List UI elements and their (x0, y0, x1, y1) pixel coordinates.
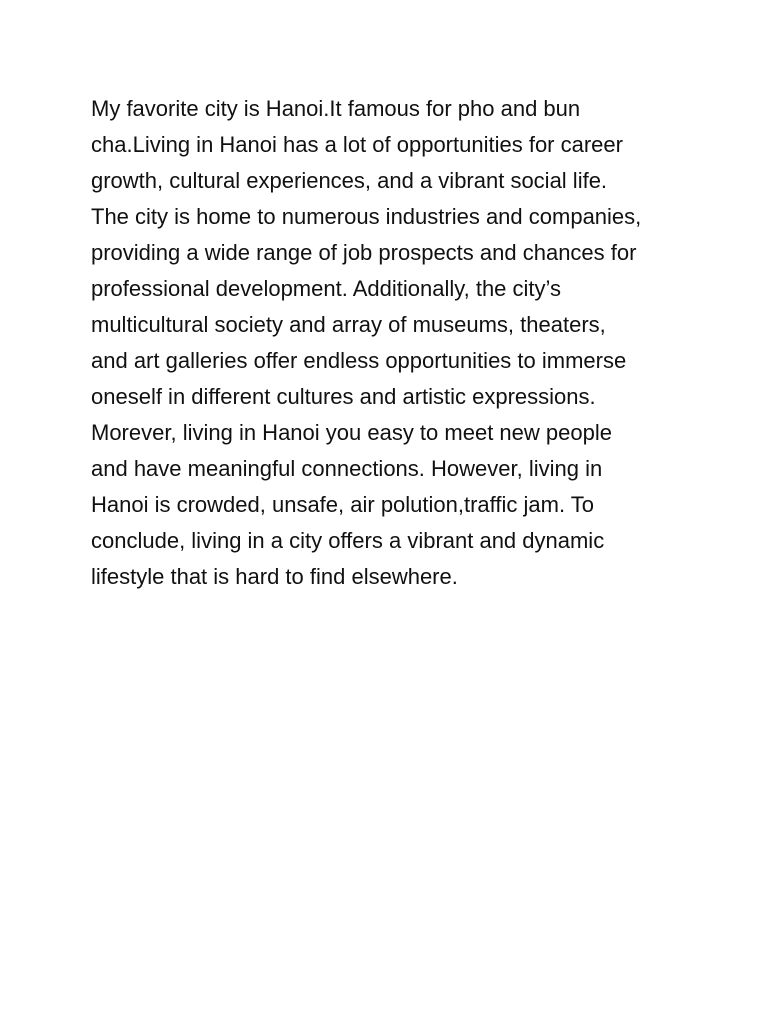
paragraph-line-11: and have meaningful connections. However, living in (91, 456, 603, 481)
paragraph-line-2: cha.Living in Hanoi has a lot of opportunities for career (91, 132, 623, 157)
paragraph-line-1: My favorite city is Hanoi.It famous for pho and bun (91, 96, 581, 121)
paragraph-line-7: multicultural society and array of museums, theaters, (91, 312, 606, 337)
essay-paragraph (91, 91, 751, 595)
paragraph-line-8: and art galleries offer endless opportunities to immerse (91, 348, 627, 373)
paragraph-line-3: growth, cultural experiences, and a vibrant social life. (91, 168, 608, 193)
paragraph-line-12: Hanoi is crowded, unsafe, air polution,traffic jam. To (91, 492, 595, 517)
paragraph-line-14: lifestyle that is hard to find elsewhere. (91, 564, 458, 589)
paragraph-line-4: The city is home to numerous industries and companies, (91, 204, 642, 229)
paragraph-line-9: oneself in different cultures and artistic expressions. (91, 384, 596, 409)
paragraph-line-6: professional development. Additionally, the city’s (91, 276, 562, 301)
paragraph-line-5: providing a wide range of job prospects and chances for (91, 240, 637, 265)
paragraph-line-10: Morever, living in Hanoi you easy to meet new people (91, 420, 612, 445)
paragraph-line-13: conclude, living in a city offers a vibrant and dynamic (91, 528, 605, 553)
